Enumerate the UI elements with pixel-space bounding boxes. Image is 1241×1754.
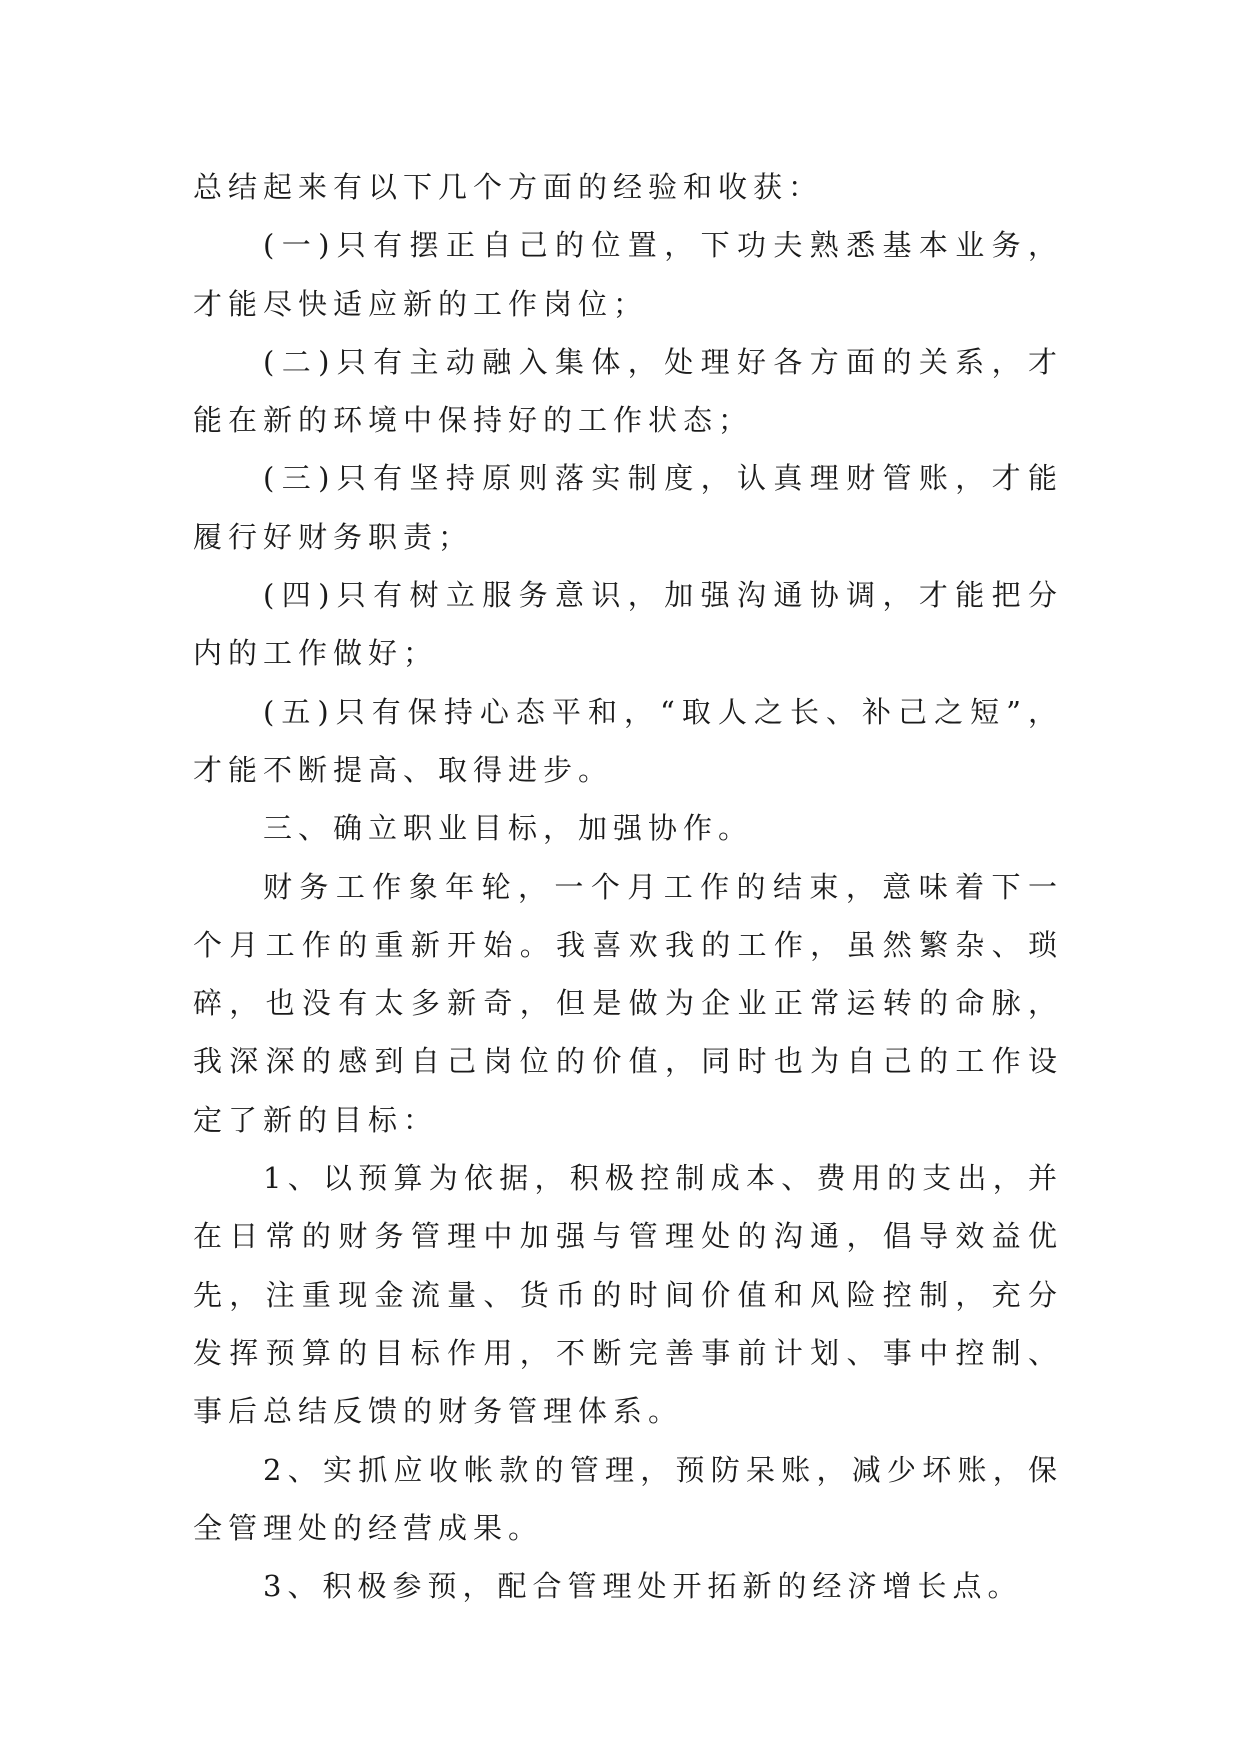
- paragraph-goals-intro: 财务工作象年轮，一个月工作的结束，意味着下一个月工作的重新开始。我喜欢我的工作，虽然繁杂、琐碎，也没有太多新奇，但是做为企业正常运转的命脉，我深深的感到自己岗位的价值，同时也为自己的工作设定了新的目标：: [193, 869, 1063, 1137]
- paragraph-point-5: (五)只有保持心态平和，“取人之长、补己之短”，才能不断提高、取得进步。: [193, 694, 1063, 787]
- paragraph-summary-intro: 总结起来有以下几个方面的经验和收获：: [193, 170, 824, 204]
- paragraph-point-3: (三)只有坚持原则落实制度，认真理财管账，才能履行好财务职责；: [193, 461, 1063, 554]
- document-body: [193, 158, 1063, 1615]
- paragraph-point-1: (一)只有摆正自己的位置，下功夫熟悉基本业务，才能尽快适应新的工作岗位；: [193, 228, 1063, 321]
- paragraph-goal-1: 1、以预算为依据，积极控制成本、费用的支出，并在日常的财务管理中加强与管理处的沟通，倡导效益优先，注重现金流量、货币的时间价值和风险控制，充分发挥预算的目标作用，不断完善事前计划、事中控制、事后总结反馈的财务管理体系。: [193, 1161, 1063, 1429]
- paragraph-point-2: (二)只有主动融入集体，处理好各方面的关系，才能在新的环境中保持好的工作状态；: [193, 344, 1063, 438]
- paragraph-goal-3: 3、积极参预，配合管理处开拓新的经济增长点。: [263, 1569, 1023, 1604]
- section-heading-3: 三、确立职业目标，加强协作。: [263, 811, 754, 846]
- paragraph-goal-2: 2、实抓应收帐款的管理，预防呆账，减少坏账，保全管理处的经营成果。: [193, 1452, 1063, 1545]
- paragraph-point-4: (四)只有树立服务意识，加强沟通协调，才能把分内的工作做好；: [193, 578, 1063, 671]
